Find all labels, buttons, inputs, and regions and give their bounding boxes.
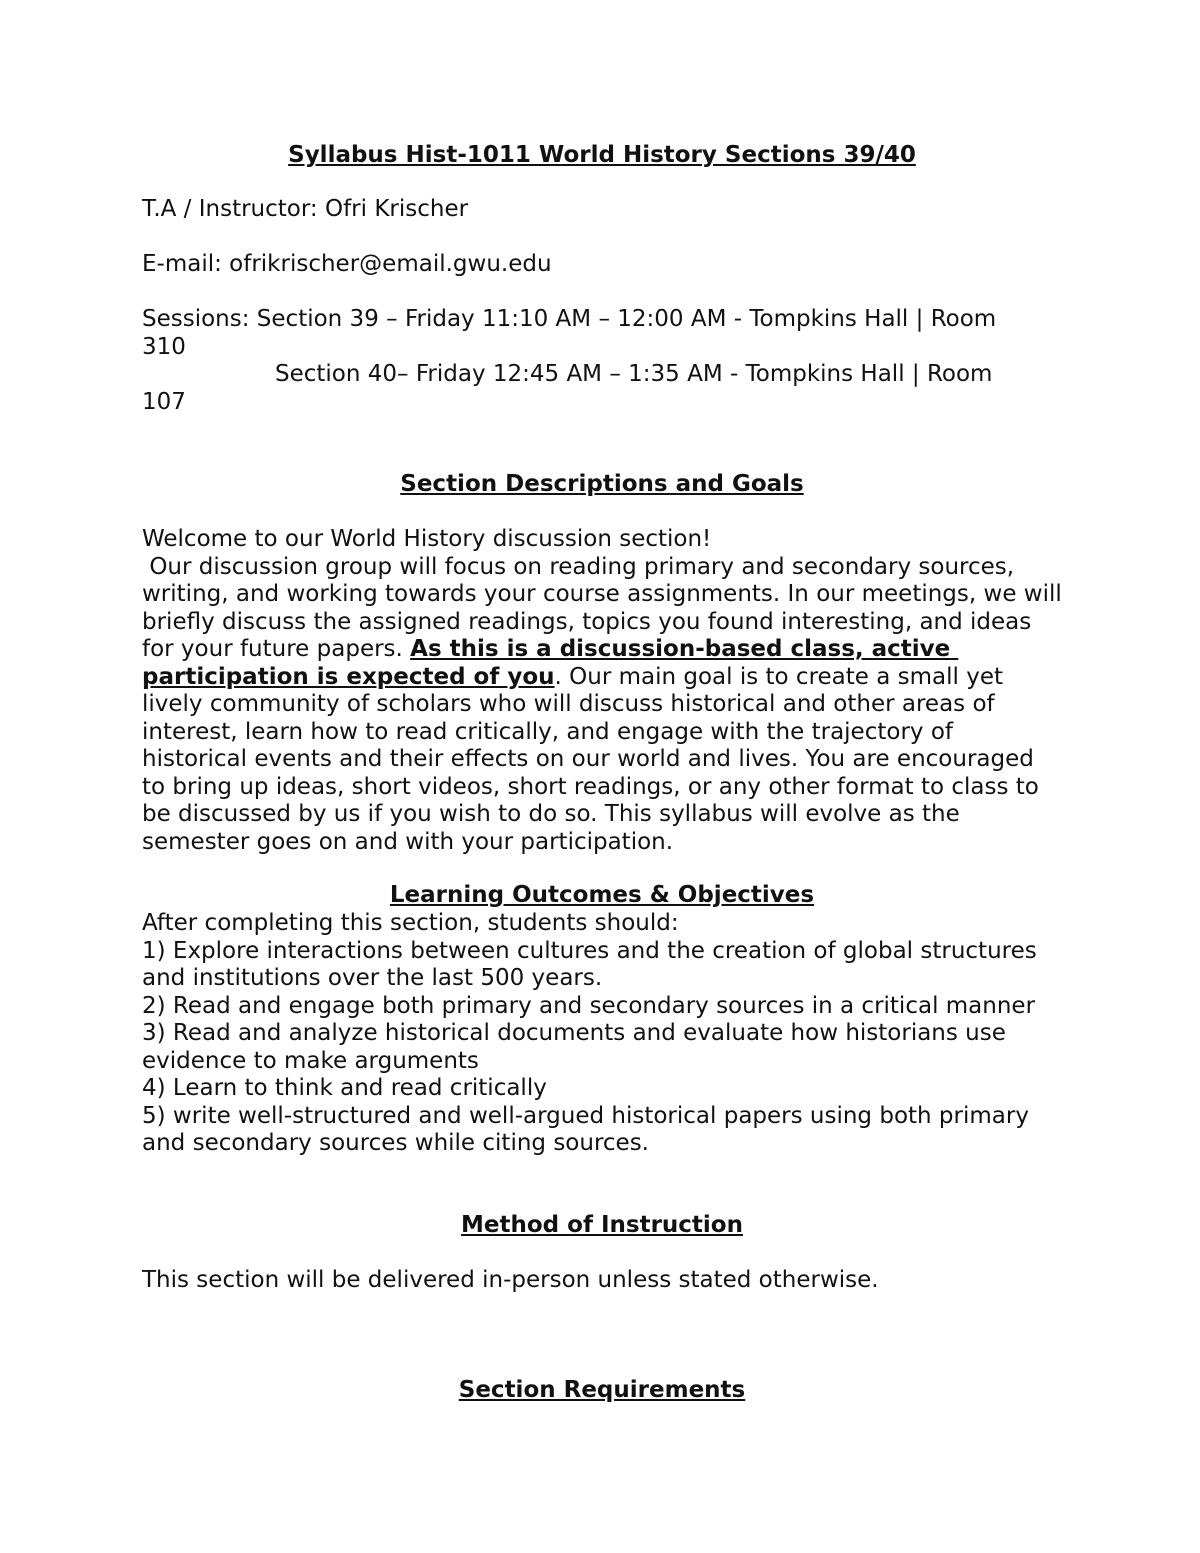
outcomes-intro: After completing this section, students should: bbox=[142, 910, 679, 936]
outcome-item: 4) Learn to think and read critically bbox=[142, 1075, 547, 1101]
method-heading: Method of Instruction bbox=[461, 1212, 743, 1238]
syllabus-title: Syllabus Hist-1011 World History Sections 39/40 bbox=[288, 142, 916, 168]
outcomes-list bbox=[142, 910, 1062, 1158]
method-body: This section will be delivered in-person unless stated otherwise. bbox=[142, 1267, 879, 1293]
instructor-line: T.A / Instructor: Ofri Krischer bbox=[142, 196, 469, 222]
requirements-heading: Section Requirements bbox=[458, 1377, 746, 1403]
session-section-39-room: 310 bbox=[142, 333, 186, 360]
sessions-block bbox=[142, 306, 1062, 416]
descriptions-text-2: . Our main goal is to create a small yet lively community of scholars who will discuss historical and other areas of interest, learn how to read critically, and engage with the trajectory of historical events and their effects on our world and lives. You are encouraged to bring up ideas, short videos, short readings, or any other format to class to be discussed by us if you wish to do so. This syllabus will evolve as the semester goes on and with your participation. bbox=[142, 663, 1047, 855]
descriptions-body bbox=[142, 526, 1070, 856]
outcome-item: 5) write well-structured and well-argued historical papers using both primary and secondary sources while citing sources. bbox=[142, 1102, 1029, 1156]
outcome-item: 2) Read and engage both primary and secondary sources in a critical manner bbox=[142, 992, 1036, 1019]
welcome-line: Welcome to our World History discussion section! bbox=[142, 526, 712, 552]
participation-emphasis: As this is a discussion-based class, active participation is expected of you bbox=[142, 636, 959, 690]
session-section-40: Section 40– Friday 12:45 AM – 1:35 AM - Tompkins Hall | Room bbox=[275, 361, 993, 387]
outcome-item: 3) Read and analyze historical documents and evaluate how historians use evidence to make arguments bbox=[142, 1020, 1006, 1074]
descriptions-text-1: Our discussion group will focus on reading primary and secondary sources, writing, and working towards your course assignments. In our meetings, we will briefly discuss the assigned readings, topics you found interesting, and ideas for your future papers. bbox=[142, 553, 1070, 662]
session-section-40-room: 107 bbox=[142, 388, 186, 415]
session-section-39: Sessions: Section 39 – Friday 11:10 AM – 12:00 AM - Tompkins Hall | Room bbox=[142, 306, 997, 332]
email-line: E-mail: ofrikrischer@email.gwu.edu bbox=[142, 251, 552, 277]
descriptions-paragraph bbox=[142, 553, 1070, 857]
descriptions-heading: Section Descriptions and Goals bbox=[400, 471, 804, 497]
outcome-item: 1) Explore interactions between cultures and the creation of global structures and institutions over the last 500 years. bbox=[142, 937, 1037, 991]
outcomes-heading: Learning Outcomes & Objectives bbox=[389, 882, 815, 908]
